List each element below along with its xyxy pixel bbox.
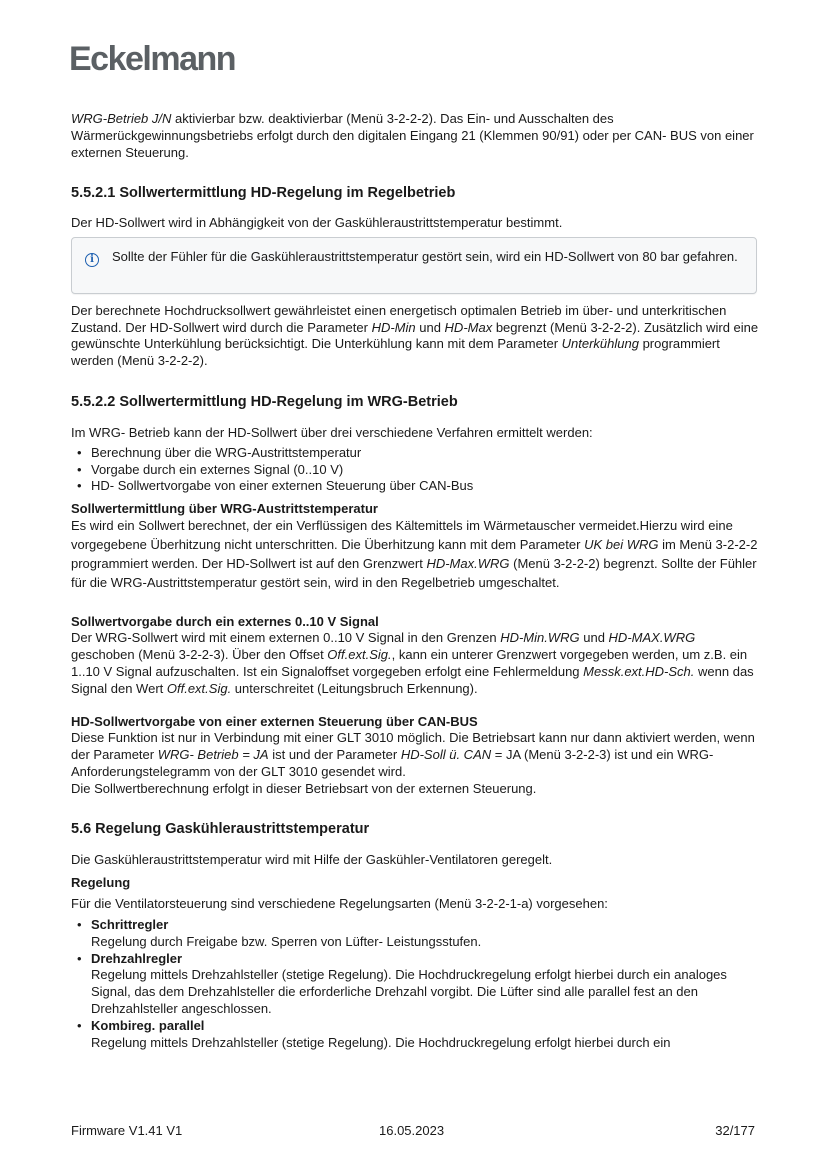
text-segment: Für die Ventilatorsteuerung sind verschiedene Regelungsarten (Menü 3-2-2-1-a) vorgesehen: bbox=[71, 896, 608, 911]
list-item-schrittregler bbox=[71, 917, 759, 951]
paragraph-externes-signal bbox=[71, 629, 759, 697]
text-segment: aktivierbar bzw. deaktivierbar (Menü 3-2-2-2). Das Ein- und Ausschalten des Wärmerückgewinnungsbetriebs erfolgt durch den digitalen Eingang 21 (Klemmen 90/91) oder per CAN- BUS von einer externen Steuerung. bbox=[71, 111, 754, 160]
parameter-name: HD-Min.WRG bbox=[500, 630, 580, 645]
heading-5-5-2-2: 5.5.2.2 Sollwertermittlung HD-Regelung im WRG-Betrieb bbox=[71, 394, 458, 410]
paragraph-can-bus bbox=[71, 729, 759, 780]
item-text: Regelung mittels Drehzahlsteller (stetige Regelung). Die Hochdruckregelung erfolgt hierbei durch ein bbox=[91, 1034, 671, 1050]
paragraph-wrg-austrittstemperatur bbox=[71, 516, 759, 592]
footer-firmware: Firmware V1.41 V1 bbox=[71, 1123, 183, 1138]
method-list bbox=[71, 445, 759, 495]
text-segment: wenn das Signal den Wert bbox=[71, 664, 754, 696]
list-item: • Berechnung über die WRG-Austrittstemperatur bbox=[71, 445, 759, 462]
paragraph-hd-sollwert bbox=[71, 214, 759, 231]
item-text: Regelung mittels Drehzahlsteller (stetige Regelung). Die Hochdruckregelung erfolgt hierbei durch ein analoges Signal, das dem Drehzahlsteller die erforderliche Drehzahl vorgibt. Die Lüfter sind alle parallel fest an den Drehzahlsteller angeschlossen. bbox=[91, 967, 727, 1016]
text-segment: Der WRG-Sollwert wird mit einem externen 0..10 V Signal in den Grenzen bbox=[71, 630, 501, 645]
item-title: Kombireg. parallel bbox=[91, 1017, 205, 1033]
parameter-name: HD-Soll ü. CAN bbox=[400, 747, 492, 762]
item-title: Drehzahlregler bbox=[91, 950, 183, 966]
paragraph-wrg-betrieb bbox=[71, 110, 759, 161]
subheading-wrg-austrittstemperatur: Sollwertermittlung über WRG-Austrittstemperatur bbox=[71, 501, 378, 516]
text-segment: Es wird ein Sollwert berechnet, der ein Verflüssigen des Kältemittels im Wärmetauscher vermeidet.Hierzu wird eine vorgegebene Überhitzung nicht unterschritten. Die Überhitzung kann mit dem Parameter bbox=[71, 518, 733, 552]
paragraph-wrg-verfahren bbox=[71, 424, 759, 441]
text-segment: , kann ein unterer Grenzwert vorgegeben werden, um z.B. ein 1..10 V Signal aufzuschalten. Ist ein Signaloffset vorgegeben erfolgt eine Fehlermeldung bbox=[71, 647, 748, 679]
text-segment: (Menü 3-2-2-2) begrenzt. Sollte der Fühler für die WRG-Austrittstemperatur gestört sein, wird in den Regelbetrieb umgeschaltet. bbox=[71, 556, 757, 590]
subheading-can-bus: HD-Sollwertvorgabe von einer externen Steuerung über CAN-BUS bbox=[71, 714, 478, 729]
text-segment: unterschreitet (Leitungsbruch Erkennung). bbox=[231, 681, 478, 696]
text-segment: = JA (Menü 3-2-2-3) ist und ein WRG-Anforderungstelegramm von der GLT 3010 gesendet wird. bbox=[71, 747, 714, 779]
text-segment: programmiert werden (Menü 3-2-2-2). bbox=[71, 336, 720, 368]
parameter-name: Off.ext.Sig. bbox=[327, 647, 392, 662]
info-note-text: Sollte der Fühler für die Gaskühleraustrittstemperatur gestört sein, wird ein HD-Sollwert von 80 bar gefahren. bbox=[112, 249, 738, 264]
parameter-name: UK bei WRG bbox=[584, 537, 659, 552]
item-text: Regelung durch Freigabe bzw. Sperren von Lüfter- Leistungsstufen. bbox=[91, 933, 482, 949]
text-segment: im Menü 3-2-2-2 programmiert werden. Der HD-Sollwert ist auf den Grenzwert bbox=[71, 537, 758, 571]
parameter-name: HD-Max bbox=[444, 319, 493, 335]
text-segment: und bbox=[415, 319, 445, 335]
text-segment: ist und der Parameter bbox=[268, 747, 401, 762]
heading-5-5-2-1: 5.5.2.1 Sollwertermittlung HD-Regelung im Regelbetrieb bbox=[71, 185, 456, 201]
parameter-name: HD-Min bbox=[371, 319, 416, 335]
text-segment: und bbox=[579, 630, 609, 645]
parameter-name: Off.ext.Sig. bbox=[166, 681, 232, 696]
info-note-box bbox=[71, 237, 757, 294]
list-item-drehzahlregler bbox=[71, 951, 759, 1018]
paragraph-regelungsarten bbox=[71, 895, 759, 912]
parameter-name: HD-Max.WRG bbox=[426, 556, 510, 571]
heading-5-6: 5.6 Regelung Gaskühleraustrittstemperatur bbox=[71, 821, 370, 837]
text-segment: Der HD-Sollwert wird in Abhängigkeit von der Gaskühleraustrittstemperatur bestimmt. bbox=[71, 215, 563, 230]
regelungsarten-list bbox=[71, 917, 759, 1051]
paragraph-gaskuehler bbox=[71, 851, 759, 868]
text-segment: geschoben (Menü 3-2-2-3). Über den Offset bbox=[71, 647, 328, 662]
text-segment: begrenzt (Menü 3-2-2-2). Zusätzlich wird eine gewünschte Unterkühlung berücksichtigt. Die Unterkühlung kann mit dem Parameter bbox=[71, 319, 759, 351]
parameter-name: WRG- Betrieb = JA bbox=[157, 747, 269, 762]
paragraph-can-bus-2: Die Sollwertberechnung erfolgt in dieser Betriebsart von der externen Steuerung. bbox=[71, 781, 537, 796]
subheading-externes-signal: Sollwertvorgabe durch ein externes 0..10 V Signal bbox=[71, 614, 379, 629]
text-segment: Die Gaskühleraustrittstemperatur wird mit Hilfe der Gaskühler-Ventilatoren geregelt. bbox=[71, 852, 553, 867]
parameter-name: Messk.ext.HD-Sch. bbox=[583, 664, 695, 679]
footer-page-number: 32/177 bbox=[715, 1123, 755, 1138]
text-segment: Im WRG- Betrieb kann der HD-Sollwert über drei verschiedene Verfahren ermittelt werden: bbox=[71, 425, 593, 440]
paragraph-hochdrucksollwert bbox=[71, 303, 759, 369]
text-segment: Der berechnete Hochdrucksollwert gewährleistet einen energetisch optimalen Betrieb im über- und unterkritischen Zustand. Der HD-Sollwert wird durch die Parameter bbox=[71, 303, 727, 335]
footer-date: 16.05.2023 bbox=[379, 1123, 445, 1138]
parameter-name: HD-MAX.WRG bbox=[608, 630, 696, 645]
text-segment: Diese Funktion ist nur in Verbindung mit einer GLT 3010 möglich. Die Betriebsart kann nur dann aktiviert werden, wenn der Parameter bbox=[71, 730, 755, 762]
list-item-kombireg bbox=[71, 1018, 759, 1052]
subheading-regelung: Regelung bbox=[71, 875, 131, 890]
company-logo: Eckelmann bbox=[69, 40, 236, 78]
list-item: • Vorgabe durch ein externes Signal (0..10 V) bbox=[71, 462, 759, 479]
item-title: Schrittregler bbox=[91, 917, 169, 932]
parameter-name: WRG-Betrieb J/N bbox=[71, 111, 172, 126]
list-item: • HD- Sollwertvorgabe von einer externen Steuerung über CAN-Bus bbox=[71, 478, 759, 495]
parameter-name: Unterkühlung bbox=[561, 336, 639, 351]
info-icon: i bbox=[85, 253, 99, 267]
